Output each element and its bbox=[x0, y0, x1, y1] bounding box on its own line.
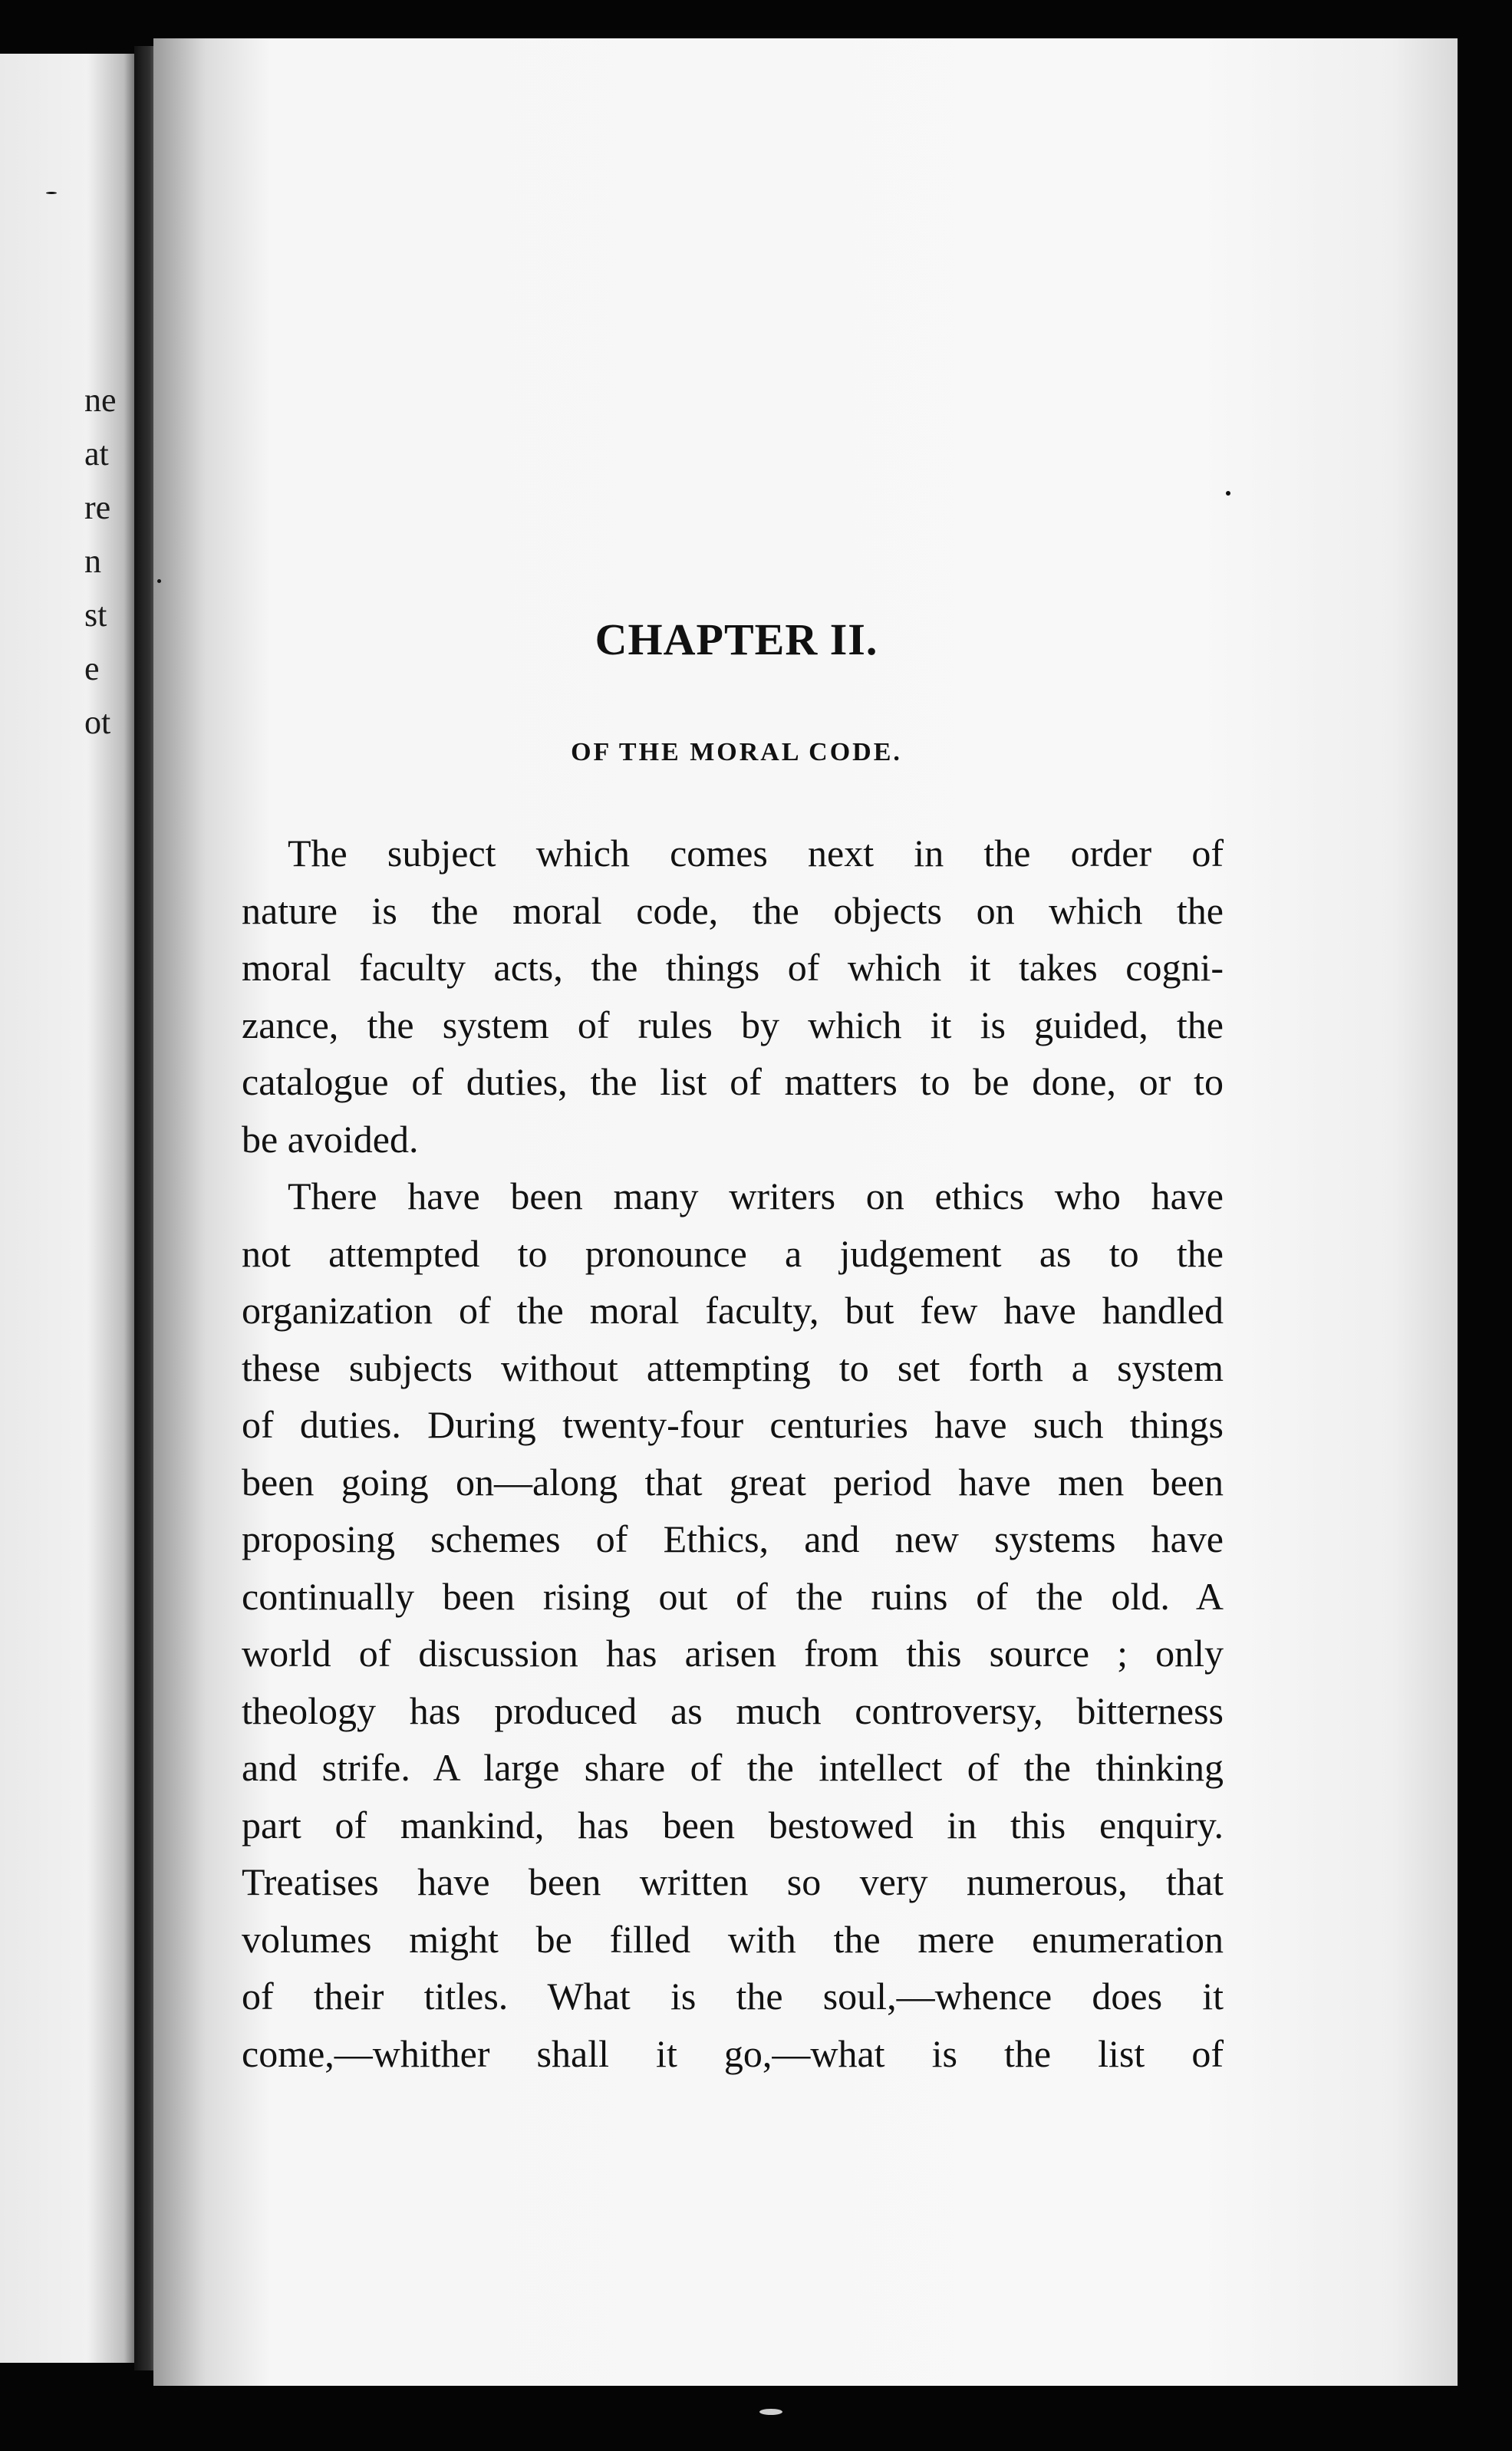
text-line: There have been many writers on ethics who have bbox=[288, 1174, 1224, 1217]
text-line: continually been rising out of the ruins of the old. A bbox=[242, 1574, 1224, 1618]
text-line: Treatises have been written so very numerous, that bbox=[242, 1860, 1224, 1903]
text-line: of duties. During twenty-four centuries have such things bbox=[242, 1403, 1224, 1446]
text-line: volumes might be filled with the mere enumeration bbox=[242, 1917, 1224, 1961]
text-line: be avoided. bbox=[242, 1117, 419, 1161]
section-title: OF THE MORAL CODE. bbox=[571, 738, 902, 766]
text-line: catalogue of duties, the list of matters to be done, or to bbox=[242, 1060, 1224, 1103]
text-line: not attempted to pronounce a judgement as to the bbox=[242, 1231, 1224, 1275]
text-line: world of discussion has arisen from this source ; only bbox=[242, 1632, 1224, 1675]
facing-page bbox=[0, 54, 146, 2363]
facing-page-fragment: at bbox=[84, 435, 109, 473]
scan-speck bbox=[759, 2409, 782, 2415]
facing-page-fragment: ot bbox=[84, 703, 111, 741]
body-text bbox=[242, 825, 1224, 2082]
text-line: been going on—along that great period have men been bbox=[242, 1460, 1224, 1504]
facing-page-fragment: re bbox=[84, 489, 111, 526]
facing-page-fragment: ne bbox=[84, 381, 117, 419]
text-line: and strife. A large share of the intellect of the thinking bbox=[242, 1746, 1224, 1789]
facing-page-fragment: e bbox=[84, 650, 100, 687]
text-line: organization of the moral faculty, but few have handled bbox=[242, 1289, 1224, 1332]
bleed-through bbox=[245, 368, 1442, 427]
text-line: part of mankind, has been bestowed in this enquiry. bbox=[242, 1803, 1224, 1846]
chapter-title: CHAPTER II. bbox=[595, 614, 878, 664]
text-line: theology has produced as much controversy, bitterness bbox=[242, 1688, 1224, 1732]
scan-speck bbox=[157, 579, 161, 583]
text-line: The subject which comes next in the order of bbox=[288, 832, 1224, 875]
text-line: of their titles. What is the soul,—whence does it bbox=[242, 1975, 1224, 2018]
text-line: proposing schemes of Ethics, and new systems have bbox=[242, 1517, 1224, 1560]
text-line: these subjects without attempting to set forth a system bbox=[242, 1346, 1224, 1389]
scan-speck bbox=[1226, 491, 1230, 496]
text-line: moral faculty acts, the things of which it takes cogni- bbox=[242, 946, 1224, 989]
text-line: zance, the system of rules by which it is guided, the bbox=[242, 1003, 1224, 1046]
facing-page-fragment: n bbox=[84, 542, 101, 580]
scan-speck bbox=[46, 192, 57, 194]
facing-page-fragment: st bbox=[84, 596, 107, 634]
text-line: come,—whither shall it go,—what is the list of bbox=[242, 2031, 1224, 2075]
text-line: nature is the moral code, the objects on which the bbox=[242, 888, 1224, 932]
